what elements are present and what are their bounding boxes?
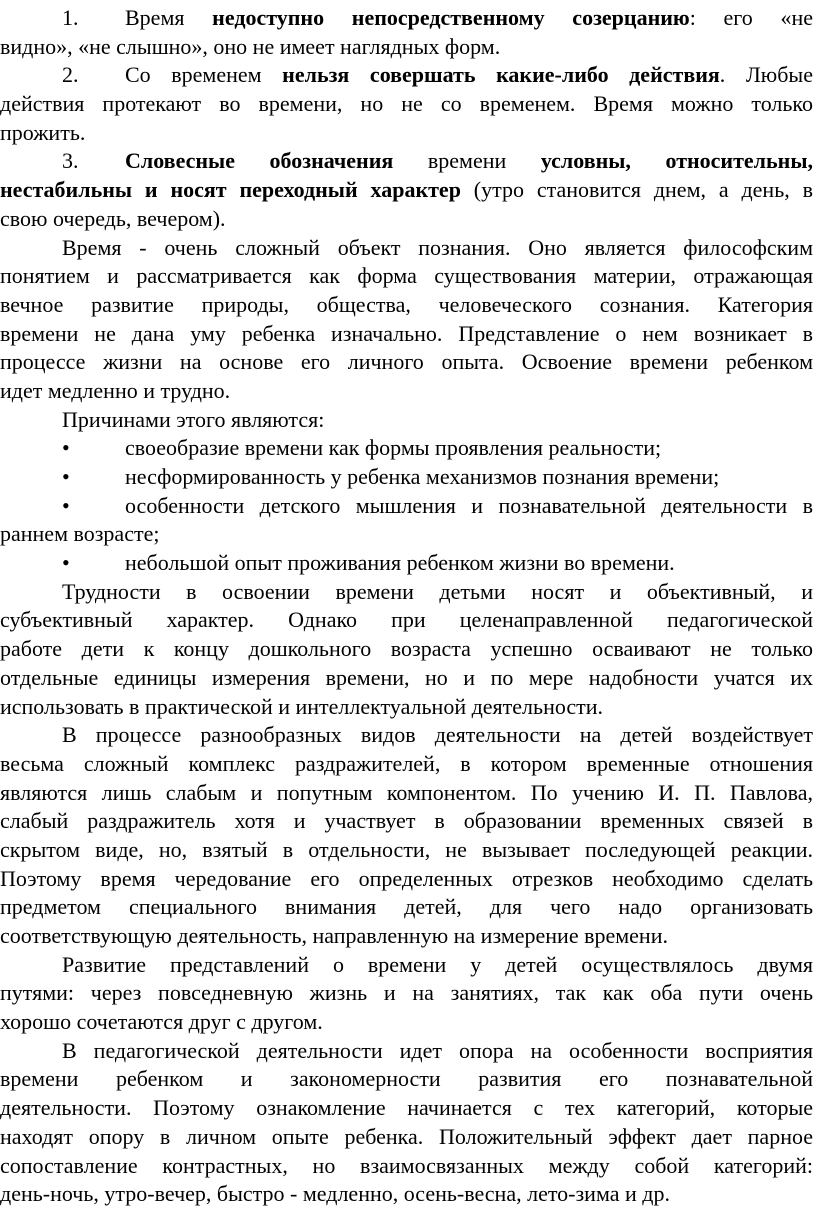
text-line [0,807,813,836]
text-run: действия протекают во времени, но не со временем. Время можно только [0,91,813,117]
text-run: находят опору в личном опыте ребенка. Положительный эффект дает парное [0,1123,813,1149]
text-run: предметом специального внимания детей, для чего надо организовать [0,894,813,920]
text-line [0,119,813,148]
text-run: являются лишь слабым и попутным компонентом. По учению И. П. Павлова, [0,779,813,805]
text-line [0,434,813,463]
text-line [0,90,813,119]
bullet-icon: • [62,435,70,461]
text-line [0,520,813,549]
paragraph [0,721,813,951]
text-line [0,348,813,377]
text-run: скрытом виде, но, взятый в отдельности, не вызывает последующей реакции. [0,836,813,862]
text-run: В педагогической деятельности идет опора на особенности восприятия [62,1037,813,1063]
text-line [0,1008,813,1037]
text-run: использовать в практической и интеллектуальной деятельности. [0,693,604,719]
numbered-list-item [0,147,813,233]
text-run: свою очередь, вечером). [0,205,226,231]
text-line [0,979,813,1008]
text-run: особенности детского мышления и познавательной деятельности в [125,492,813,518]
text-run: Время - очень сложный объект познания. Оно является философским [62,234,813,260]
text-line [0,664,813,693]
text-line [0,578,813,607]
text-line [0,951,813,980]
text-run: соответствующую деятельность, направленную на измерение времени. [0,923,668,948]
text-run: день-ночь, утро-вечер, быстро - медленно, осень-весна, лето-зима и др. [0,1181,670,1207]
text-line [0,4,813,33]
text-line [0,922,813,951]
text-run: Трудности в освоении времени детьми носят и объективный, и [62,578,813,604]
text-line [0,463,813,492]
text-run: понятием и рассматривается как форма существования материи, отражающая [0,263,813,289]
text-line [0,606,813,635]
text-line [0,865,813,894]
list-number: 3. [62,148,79,174]
text-line [0,779,813,808]
text-run: процессе жизни на основе его личного опыта. Освоение времени ребенком [0,349,813,375]
text-run: работе дети к концу дошкольного возраста успешно осваивают не только [0,636,813,662]
paragraph [0,578,813,721]
text-line [0,406,813,435]
text-line [0,492,813,521]
text-line [0,61,813,90]
bullet-icon: • [62,550,70,576]
text-line [0,262,813,291]
text-line [0,693,813,722]
text-line [0,1123,813,1152]
text-line [0,377,813,406]
text-run: субъективный характер. Однако при целенаправленной педагогической [0,607,813,633]
text-line [0,836,813,865]
text-line [0,176,813,205]
text-line [0,205,813,234]
text-run: сопоставление контрастных, но взаимосвязанных между собой категорий: [0,1152,813,1178]
bullet-list-item [0,463,813,492]
text-run: (утро становится днем, а день, в [460,177,813,203]
text-run: вечное развитие природы, общества, человеческого сознания. Категория [0,291,813,317]
text-line [0,320,813,349]
paragraph [0,1037,813,1209]
text-run: Развитие представлений о времени у детей осуществлялось двумя [62,951,813,977]
text-line [0,721,813,750]
text-line [0,1065,813,1094]
text-line [0,1037,813,1066]
text-run: небольшой опыт проживания ребенком жизни во времени. [125,550,675,576]
text-line [0,1094,813,1123]
text-run: Причинами этого являются: [62,406,325,432]
text-run: идет медленно и трудно. [0,377,231,403]
bullet-icon: • [62,492,70,518]
bold-text-run: недоступно непосредственному созерцанию [212,5,690,30]
bold-text-run: нестабильны и носят переходный характер [0,177,461,203]
text-run: : его «не [689,5,813,30]
text-line [0,1180,813,1209]
bullet-list-item [0,549,813,578]
text-run: прожить. [0,119,86,145]
text-line [0,635,813,664]
paragraph [0,234,813,406]
text-run: Время [125,5,213,30]
text-run: отдельные единицы измерения времени, но и по мере надобности учатся их [0,664,813,690]
text-run: слабый раздражитель хотя и участвует в образовании временных связей в [0,808,813,834]
text-line [0,893,813,922]
bold-text-run: нельзя совершать какие-либо действия [282,62,720,88]
bullet-list-item [0,434,813,463]
text-run: своеобразие времени как формы проявления реальности; [125,435,662,461]
text-run: времени не дана уму ребенка изначально. Представление о нем возникает в [0,320,813,346]
text-run: деятельности. Поэтому ознакомление начинается с тех категорий, которые [0,1095,813,1121]
numbered-list-item [0,61,813,147]
text-line [0,1152,813,1181]
bold-text-run: условны, относительны, [540,148,813,174]
text-run: времени ребенком и закономерности развития его познавательной [0,1066,813,1092]
text-line [0,549,813,578]
text-run: Поэтому время чередование его определенных отрезков необходимо сделать [0,865,813,891]
text-line [0,234,813,263]
text-run: В процессе разнообразных видов деятельности на детей воздействует [62,722,813,748]
text-run: Со временем [125,62,283,88]
numbered-list-item [0,4,813,61]
text-run: времени [393,148,541,174]
text-run: видно», «не слышно», оно не имеет наглядных форм. [0,33,501,59]
bold-text-run: Словесные обозначения [125,148,394,174]
paragraph [0,406,813,435]
text-run: весьма сложный комплекс раздражителей, в котором временные отношения [0,750,813,776]
text-run: путями: через повседневную жизнь и на занятиях, так как оба пути очень [0,980,813,1006]
text-line [0,750,813,779]
text-line [0,291,813,320]
text-run: . Любые [719,62,813,88]
paragraph [0,951,813,1037]
text-run: раннем возрасте; [0,521,160,547]
text-line [0,33,813,62]
text-run: несформированность у ребенка механизмов познания времени; [125,464,720,489]
bullet-list-item [0,492,813,549]
text-run: хорошо сочетаются друг с другом. [0,1009,323,1035]
list-number: 1. [62,5,79,30]
list-number: 2. [62,62,79,88]
bullet-icon: • [62,464,70,489]
text-line [0,147,813,176]
